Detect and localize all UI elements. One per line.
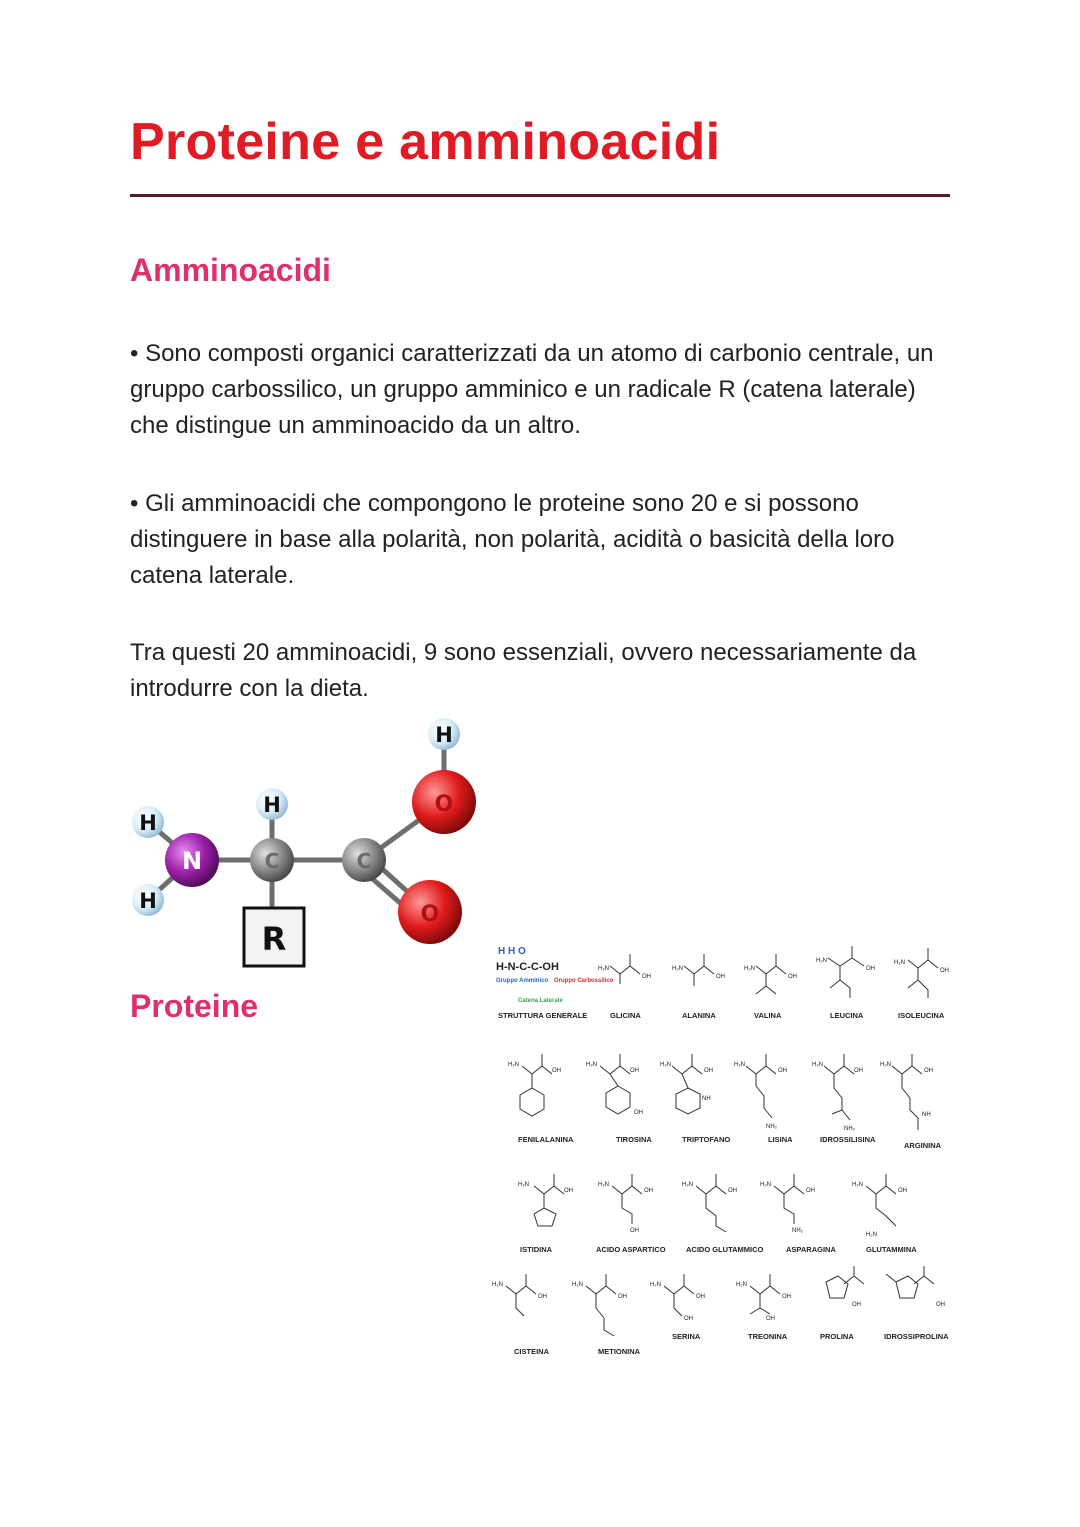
svg-text:R: R (261, 920, 287, 958)
svg-text:OH: OH (936, 1302, 945, 1308)
svg-text:OH: OH (564, 1188, 573, 1194)
svg-text:H₂N: H₂N (682, 1182, 693, 1188)
label-acido-aspartico: ACIDO ASPARTICO (596, 1245, 666, 1254)
label-idrossiprolina: IDROSSIPROLINA (884, 1332, 949, 1341)
svg-text:NH₂: NH₂ (766, 1124, 777, 1130)
svg-text:H₂N: H₂N (736, 1282, 747, 1288)
svg-text:OH: OH (696, 1294, 705, 1300)
general-structure-formula (496, 946, 614, 1004)
amino-acid-molecule-diagram (124, 716, 484, 976)
section-heading-amminoacidi: Amminoacidi (130, 252, 331, 288)
svg-text:Gruppo Carbossilico: Gruppo Carbossilico (554, 978, 614, 984)
svg-text:OH: OH (716, 974, 725, 980)
r-group-box (244, 908, 304, 966)
svg-text:OH: OH (782, 1294, 791, 1300)
svg-text:OH: OH (852, 1302, 861, 1308)
svg-text:OH: OH (630, 1068, 639, 1074)
svg-text:OH: OH (766, 1316, 775, 1322)
svg-text:Catena Laterale: Catena Laterale (518, 998, 563, 1004)
label-idrossilisina: IDROSSILISINA (820, 1135, 876, 1144)
svg-text:OH: OH (898, 1188, 907, 1194)
hydrogen-atom (428, 718, 460, 750)
svg-text:H₂N: H₂N (760, 1182, 771, 1188)
carbon-atom-carboxyl (342, 838, 386, 882)
svg-text:H₂N: H₂N (492, 1282, 503, 1288)
hydrogen-atom (256, 788, 288, 820)
label-glutammina: GLUTAMMINA (866, 1245, 917, 1254)
label-triptofano: TRIPTOFANO (682, 1135, 731, 1144)
svg-text:H₂N: H₂N (508, 1062, 519, 1068)
svg-text:OH: OH (704, 1068, 713, 1074)
label-lisina: LISINA (768, 1135, 793, 1144)
label-prolina: PROLINA (820, 1332, 854, 1341)
nitrogen-atom (165, 833, 219, 887)
label-acido-glutammico: ACIDO GLUTAMMICO (686, 1245, 764, 1254)
label-metionina: METIONINA (598, 1347, 641, 1356)
label-arginina: ARGININA (904, 1141, 942, 1150)
svg-text:NH₂: NH₂ (844, 1126, 855, 1132)
section-heading-proteine: Proteine (130, 988, 259, 1024)
svg-text:NH: NH (922, 1112, 931, 1118)
paragraph-classification: • Gli amminoacidi che compongono le proteine sono 20 e si possono distinguere in base alla polarità, non polarità, acidità o basicità della loro catena laterale. (130, 490, 895, 589)
svg-text:H₂N: H₂N (816, 958, 827, 964)
label-leucina: LEUCINA (830, 1011, 864, 1020)
svg-text:OH: OH (728, 1188, 737, 1194)
svg-text:NH: NH (702, 1096, 711, 1102)
svg-text:OH: OH (634, 1110, 643, 1116)
svg-text:H: H (139, 889, 157, 913)
svg-text:OH: OH (940, 968, 949, 974)
paragraph-essential: Tra questi 20 amminoacidi, 9 sono essenziali, ovvero necessariamente da introdurre con la dieta. (130, 639, 917, 702)
label-asparagina: ASPARAGINA (786, 1245, 836, 1254)
oxygen-atom-carbonyl (398, 880, 462, 944)
label-struttura-generale: STRUTTURA GENERALE (498, 1011, 588, 1020)
svg-text:H H O: H H O (498, 946, 526, 957)
hydrogen-atom (132, 806, 164, 838)
svg-text:H₂N: H₂N (866, 1232, 877, 1238)
svg-text:OH: OH (684, 1316, 693, 1322)
carbon-atom-alpha (250, 838, 294, 882)
svg-text:OH: OH (806, 1188, 815, 1194)
svg-text:H₂N: H₂N (744, 966, 755, 972)
svg-text:C: C (264, 849, 280, 873)
svg-text:Gruppo Amminico: Gruppo Amminico (496, 978, 549, 984)
svg-text:H₂N: H₂N (586, 1062, 597, 1068)
label-isoleucina: ISOLEUCINA (898, 1011, 945, 1020)
svg-text:H-N-C-C-OH: H-N-C-C-OH (496, 961, 559, 973)
svg-text:H₂N: H₂N (880, 1062, 891, 1068)
svg-text:OH: OH (854, 1068, 863, 1074)
svg-text:OH: OH (788, 974, 797, 980)
svg-text:N: N (181, 847, 203, 875)
label-serina: SERINA (672, 1332, 701, 1341)
svg-text:H₂N: H₂N (894, 960, 905, 966)
svg-text:OH: OH (642, 974, 651, 980)
label-istidina: ISTIDINA (520, 1245, 553, 1254)
svg-text:OH: OH (552, 1068, 561, 1074)
svg-text:H: H (435, 723, 453, 747)
svg-text:H: H (263, 793, 281, 817)
page-title: Proteine e amminoacidi (130, 113, 721, 171)
svg-text:OH: OH (778, 1068, 787, 1074)
svg-text:H₂N: H₂N (852, 1182, 863, 1188)
svg-text:O: O (420, 902, 440, 927)
svg-text:H₂N: H₂N (734, 1062, 745, 1068)
svg-text:H₂N: H₂N (650, 1282, 661, 1288)
svg-text:C: C (356, 849, 372, 873)
svg-text:H: H (139, 811, 157, 835)
svg-text:OH: OH (618, 1294, 627, 1300)
label-fenilalanina: FENILALANINA (518, 1135, 574, 1144)
amino-acids-structures-chart (488, 936, 958, 1366)
svg-text:H₂N: H₂N (598, 966, 609, 972)
label-tirosina: TIROSINA (616, 1135, 652, 1144)
svg-text:H₂N: H₂N (812, 1062, 823, 1068)
svg-text:NH₂: NH₂ (792, 1228, 803, 1234)
title-divider (130, 194, 950, 197)
svg-text:H₂N: H₂N (672, 966, 683, 972)
svg-text:OH: OH (644, 1188, 653, 1194)
svg-text:OH: OH (866, 966, 875, 972)
paragraph-definition: • Sono composti organici caratterizzati da un atomo di carbonio centrale, un gruppo carbossilico, un gruppo amminico e un radicale R (catena laterale) che distingue un amminoacido da un altro. (130, 340, 934, 439)
oxygen-atom-hydroxyl (412, 770, 476, 834)
svg-text:OH: OH (538, 1294, 547, 1300)
hydrogen-atom (132, 884, 164, 916)
svg-text:H₂N: H₂N (518, 1182, 529, 1188)
svg-text:O: O (434, 792, 454, 817)
label-valina: VALINA (754, 1011, 782, 1020)
label-alanina: ALANINA (682, 1011, 716, 1020)
svg-text:H₂N: H₂N (660, 1062, 671, 1068)
label-glicina: GLICINA (610, 1011, 641, 1020)
svg-text:OH: OH (924, 1068, 933, 1074)
label-treonina: TREONINA (748, 1332, 788, 1341)
svg-text:H₂N: H₂N (598, 1182, 609, 1188)
svg-text:H₂N: H₂N (572, 1282, 583, 1288)
svg-text:OH: OH (630, 1228, 639, 1234)
label-cisteina: CISTEINA (514, 1347, 550, 1356)
